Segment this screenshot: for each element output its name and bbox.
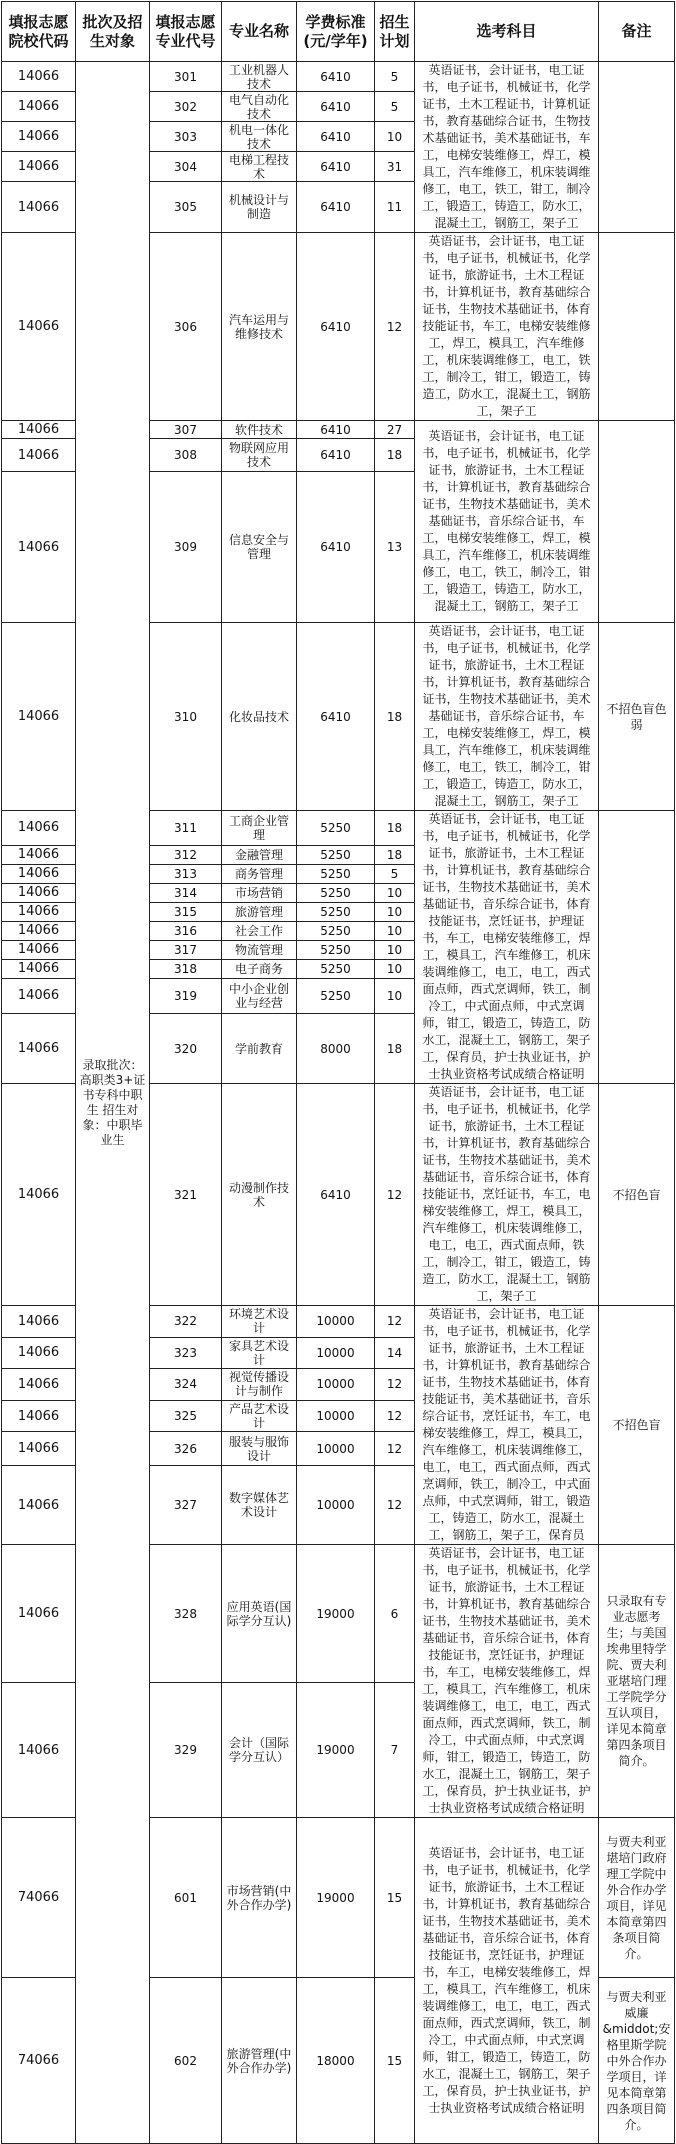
school-code: 14066: [2, 1014, 76, 1084]
plan: 10: [375, 122, 415, 152]
plan: 31: [375, 152, 415, 182]
plan: 7: [375, 1683, 415, 1818]
plan: 12: [375, 1466, 415, 1545]
tuition: 5250: [297, 902, 375, 921]
remarks-cell: 不招色盲: [599, 1306, 675, 1545]
batch-cell: 录取批次：高职类3+证书专科中职生 招生对象：中职毕业生: [76, 62, 150, 2144]
header-major-code: 填报志愿专业代号: [150, 2, 222, 62]
plan: 10: [375, 883, 415, 902]
remarks-cell: 只录取有专业志愿考生；与美国埃弗里特学院、贾夫利亚堪培门理工学院学分互认项目，详见本简章第四条项目简介。: [599, 1545, 675, 1818]
tuition: 5250: [297, 959, 375, 978]
header-remarks: 备注: [599, 2, 675, 62]
major-name: 机电一体化技术: [222, 122, 297, 152]
major-code: 319: [150, 978, 222, 1014]
major-name: 商务管理: [222, 864, 297, 883]
tuition: 6410: [297, 421, 375, 439]
major-name: 化妆品技术: [222, 623, 297, 811]
major-name: 汽车运用与维修技术: [222, 233, 297, 421]
major-name: 家具艺术设计: [222, 1337, 297, 1369]
plan: 10: [375, 959, 415, 978]
remarks-cell: [599, 811, 675, 1084]
plan: 27: [375, 421, 415, 439]
major-code: 314: [150, 883, 222, 902]
school-code: 14066: [2, 122, 76, 152]
plan: 5: [375, 92, 415, 122]
school-code: 14066: [2, 921, 76, 940]
major-name: 物联网应用技术: [222, 439, 297, 472]
header-plan: 招生计划: [375, 2, 415, 62]
school-code: 14066: [2, 902, 76, 921]
header-school-code: 填报志愿院校代码: [2, 2, 76, 62]
tuition: 18000: [297, 1978, 375, 2144]
plan: 6: [375, 1545, 415, 1683]
tuition: 6410: [297, 233, 375, 421]
major-name: 软件技术: [222, 421, 297, 439]
major-code: 328: [150, 1545, 222, 1683]
subjects-cell: 英语证书，会计证书，电工证书，电子证书，机械证书，化学证书，旅游证书，土木工程证书，计算机证书，教育基础综合证书，生物技术基础证书，美术基础证书，音乐综合证书，车工，电梯安装维修工，焊工，模具工，汽车维修工，机床装调维修工，电工，铁工，制冷工，钳工，锻造工，铸造工，防水工，混凝土工，钢筋工，架子工: [415, 421, 599, 623]
plan: 12: [375, 1369, 415, 1401]
subjects-cell: 英语证书，会计证书，电工证书，电子证书，机械证书，化学证书，旅游证书，土木工程证书，计算机证书，教育基础综合证书，生物技术基础证书，美术基础证书，音乐综合证书，体育技能证书，烹饪证书，护理证书，车工，电梯安装维修工，焊工，模具工，汽车维修工，机床装调维修工，电工，电工，西式面点师，西式烹调师，铁工，制冷工，中式面点师，中式烹调师，钳工，锻造工，铸造工，防水工，混凝土工，钢筋工，架子工，保育员，护士执业证书，护士执业资格考试成绩合格证明: [415, 1545, 599, 1818]
school-code: 14066: [2, 1683, 76, 1818]
tuition: 6410: [297, 1084, 375, 1306]
major-code: 323: [150, 1337, 222, 1369]
school-code: 14066: [2, 978, 76, 1014]
plan: 10: [375, 902, 415, 921]
major-name: 数字媒体艺术设计: [222, 1466, 297, 1545]
major-code: 309: [150, 472, 222, 623]
major-name: 应用英语(国际学分互认): [222, 1545, 297, 1683]
school-code: 14066: [2, 233, 76, 421]
subjects-cell: 英语证书，会计证书，电工证书，电子证书，机械证书，化学证书，土木工程证书，计算机证书，教育基础综合证书，生物技术基础证书，美术基础证书，车工，电梯安装维修工，焊工，模具工，汽车维修工，机床装调维修工，电工，铁工，钳工，制冷工，锻造工，铸造工，防水工，混凝土工，钢筋工，架子工: [415, 62, 599, 233]
tuition: 5250: [297, 811, 375, 846]
plan: 5: [375, 864, 415, 883]
school-code: 14066: [2, 1545, 76, 1683]
subjects-cell: 英语证书，会计证书，电工证书，电子证书，机械证书，化学证书，旅游证书，土木工程证书，计算机证书，教育基础综合证书，生物技术基础证书，体育技能证书，车工，电梯安装维修工，焊工，模具工，汽车维修工，机床装调维修工，电工，铁工，制冷工，钳工，锻造工，铸造工，防水工，混凝土工，钢筋工，架子工: [415, 233, 599, 421]
tuition: 6410: [297, 623, 375, 811]
major-name: 旅游管理(中外合作办学): [222, 1978, 297, 2144]
major-code: 308: [150, 439, 222, 472]
plan: 12: [375, 1084, 415, 1306]
school-code: 14066: [2, 152, 76, 182]
tuition: 5250: [297, 864, 375, 883]
tuition: 5250: [297, 883, 375, 902]
major-code: 312: [150, 845, 222, 864]
subjects-cell: 英语证书，会计证书，电工证书，电子证书，机械证书，化学证书，旅游证书，土木工程证书，计算机证书，教育基础综合证书，生物技术基础证书，美术基础证书，音乐综合证书，车工，电梯安装维修工，焊工，模具工，汽车维修工，机床装调维修工，电工，铁工，制冷工，钳工，锻造工，铸造工，防水工，混凝土工，钢筋工，架子工: [415, 623, 599, 811]
major-code: 316: [150, 921, 222, 940]
remarks-cell: 与贾夫利亚堪培门政府理工学院中外合作办学项目，详见本简章第四条项目简介。: [599, 1818, 675, 1978]
major-code: 304: [150, 152, 222, 182]
tuition: 10000: [297, 1337, 375, 1369]
plan: 18: [375, 845, 415, 864]
major-name: 物流管理: [222, 940, 297, 959]
major-name: 电梯工程技术: [222, 152, 297, 182]
school-code: 14066: [2, 62, 76, 92]
major-name: 产品艺术设计: [222, 1400, 297, 1432]
tuition: 10000: [297, 1400, 375, 1432]
plan: 18: [375, 623, 415, 811]
major-name: 工业机器人技术: [222, 62, 297, 92]
header-batch: 批次及招生对象: [76, 2, 150, 62]
major-name: 金融管理: [222, 845, 297, 864]
subjects-cell: 英语证书，会计证书，电工证书，电子证书，机械证书，化学证书，旅游证书，土木工程证书，计算机证书，教育基础综合证书，生物技术基础证书，体育技能证书，美术基础证书，音乐综合证书，烹饪证书，车工，电梯安装维修工，焊工，模具工，汽车维修工，机床装调维修工，电工，电工，西式面点师，西式烹调师，铁工，制冷工，中式面点师，中式烹调师，钳工，锻造工，铸造工，防水工，混凝土工，钢筋工，架子工，保育员: [415, 1306, 599, 1545]
tuition: 19000: [297, 1545, 375, 1683]
plan: 14: [375, 1337, 415, 1369]
plan: 18: [375, 811, 415, 846]
header-major-name: 专业名称: [222, 2, 297, 62]
major-code: 310: [150, 623, 222, 811]
tuition: 5250: [297, 845, 375, 864]
tuition: 6410: [297, 472, 375, 623]
major-code: 301: [150, 62, 222, 92]
tuition: 6410: [297, 62, 375, 92]
tuition: 6410: [297, 439, 375, 472]
school-code: 14066: [2, 439, 76, 472]
remarks-cell: 不招色盲: [599, 1084, 675, 1306]
school-code: 14066: [2, 421, 76, 439]
school-code: 14066: [2, 1369, 76, 1401]
school-code: 14066: [2, 1084, 76, 1306]
plan: 18: [375, 439, 415, 472]
major-code: 303: [150, 122, 222, 152]
plan: 12: [375, 1432, 415, 1466]
tuition: 6410: [297, 122, 375, 152]
tuition: 10000: [297, 1466, 375, 1545]
tuition: 10000: [297, 1306, 375, 1338]
plan: 11: [375, 182, 415, 233]
tuition: 8000: [297, 1014, 375, 1084]
major-name: 学前教育: [222, 1014, 297, 1084]
subjects-cell: 英语证书，会计证书，电工证书，电子证书，机械证书，化学证书，旅游证书，土木工程证书，计算机证书，教育基础综合证书，生物技术基础证书，美术基础证书，音乐综合证书，体育技能证书，烹饪证书，车工，电梯安装维修工，焊工，模具工，汽车维修工，机床装调维修工，电工，电工，西式面点师，铁工，制冷工，钳工，锻造工，铸造工，防水工，混凝土工，钢筋工，架子工: [415, 1084, 599, 1306]
major-code: 322: [150, 1306, 222, 1338]
major-name: 市场营销(中外合作办学): [222, 1818, 297, 1978]
school-code: 14066: [2, 940, 76, 959]
major-name: 市场营销: [222, 883, 297, 902]
major-name: 中小企业创业与经营: [222, 978, 297, 1014]
major-code: 601: [150, 1818, 222, 1978]
major-name: 服装与服饰设计: [222, 1432, 297, 1466]
major-code: 305: [150, 182, 222, 233]
table-row: [2, 62, 675, 92]
school-code: 14066: [2, 1306, 76, 1338]
subjects-cell: 英语证书，会计证书，电工证书，电子证书，机械证书，化学证书，旅游证书，土木工程证书，计算机证书，教育基础综合证书，生物技术基础证书，美术基础证书，音乐综合证书，体育技能证书，烹饪证书，护理证书，车工，电梯安装维修工，焊工，模具工，汽车维修工，机床装调维修工，电工，电工，西式面点师，西式烹调师，铁工，制冷工，中式面点师，中式烹调师，钳工，锻造工，铸造工，防水工，混凝土工，钢筋工，架子工，保育员，护士执业证书，护士执业资格考试成绩合格证明: [415, 811, 599, 1084]
plan: 15: [375, 1818, 415, 1978]
major-name: 工商企业管理: [222, 811, 297, 846]
plan: 10: [375, 921, 415, 940]
plan: 15: [375, 1978, 415, 2144]
tuition: 6410: [297, 182, 375, 233]
major-code: 302: [150, 92, 222, 122]
major-name: 社会工作: [222, 921, 297, 940]
tuition: 19000: [297, 1683, 375, 1818]
school-code: 14066: [2, 182, 76, 233]
remarks-cell: [599, 233, 675, 421]
remarks-cell: 与贾夫利亚威廉&middot;安格里斯学院中外合作办学项目，详见本简章第四条项目简介。: [599, 1978, 675, 2144]
major-name: 会计（国际学分互认）: [222, 1683, 297, 1818]
plan: 10: [375, 978, 415, 1014]
school-code: 14066: [2, 623, 76, 811]
school-code: 14066: [2, 959, 76, 978]
plan: 12: [375, 233, 415, 421]
school-code: 74066: [2, 1978, 76, 2144]
plan: 5: [375, 62, 415, 92]
tuition: 6410: [297, 92, 375, 122]
school-code: 74066: [2, 1818, 76, 1978]
major-name: 动漫制作技术: [222, 1084, 297, 1306]
major-code: 327: [150, 1466, 222, 1545]
school-code: 14066: [2, 1466, 76, 1545]
tuition: 10000: [297, 1369, 375, 1401]
school-code: 14066: [2, 472, 76, 623]
tuition: 5250: [297, 978, 375, 1014]
major-code: 317: [150, 940, 222, 959]
major-code: 311: [150, 811, 222, 846]
major-code: 307: [150, 421, 222, 439]
major-code: 325: [150, 1400, 222, 1432]
header-row: [2, 2, 675, 62]
major-name: 电子商务: [222, 959, 297, 978]
major-code: 321: [150, 1084, 222, 1306]
plan: 10: [375, 940, 415, 959]
major-name: 信息安全与管理: [222, 472, 297, 623]
header-tuition: 学费标准(元/学年): [297, 2, 375, 62]
major-name: 旅游管理: [222, 902, 297, 921]
school-code: 14066: [2, 1400, 76, 1432]
major-code: 326: [150, 1432, 222, 1466]
major-code: 306: [150, 233, 222, 421]
major-code: 602: [150, 1978, 222, 2144]
major-code: 324: [150, 1369, 222, 1401]
subjects-cell: 英语证书，会计证书，电工证书，电子证书，机械证书，化学证书，旅游证书，土木工程证书，计算机证书，教育基础综合证书，生物技术基础证书，美术基础证书，音乐综合证书，体育技能证书，烹饪证书，护理证书，车工，电梯安装维修工，焊工，模具工，汽车维修工，机床装调维修工，电工，电工，西式面点师，西式烹调师，铁工，制冷工，中式面点师，中式烹调师，钳工，锻造工，铸造工，防水工，混凝土工，钢筋工，架子工，保育员，护士执业证书，护士执业资格考试成绩合格证明: [415, 1818, 599, 2144]
plan: 13: [375, 472, 415, 623]
school-code: 14066: [2, 1432, 76, 1466]
school-code: 14066: [2, 811, 76, 846]
header-subjects: 选考科目: [415, 2, 599, 62]
major-code: 318: [150, 959, 222, 978]
school-code: 14066: [2, 845, 76, 864]
major-name: 视觉传播设计与制作: [222, 1369, 297, 1401]
major-code: 320: [150, 1014, 222, 1084]
major-name: 机械设计与制造: [222, 182, 297, 233]
major-code: 329: [150, 1683, 222, 1818]
tuition: 5250: [297, 921, 375, 940]
tuition: 5250: [297, 940, 375, 959]
tuition: 10000: [297, 1432, 375, 1466]
school-code: 14066: [2, 1337, 76, 1369]
major-code: 313: [150, 864, 222, 883]
major-name: 环境艺术设计: [222, 1306, 297, 1338]
plan: 12: [375, 1400, 415, 1432]
tuition: 6410: [297, 152, 375, 182]
school-code: 14066: [2, 864, 76, 883]
major-name: 电气自动化技术: [222, 92, 297, 122]
admissions-table: [1, 1, 675, 2144]
remarks-cell: [599, 421, 675, 623]
plan: 18: [375, 1014, 415, 1084]
remarks-cell: 不招色盲色弱: [599, 623, 675, 811]
school-code: 14066: [2, 92, 76, 122]
tuition: 19000: [297, 1818, 375, 1978]
plan: 12: [375, 1306, 415, 1338]
major-code: 315: [150, 902, 222, 921]
remarks-cell: [599, 62, 675, 233]
school-code: 14066: [2, 883, 76, 902]
